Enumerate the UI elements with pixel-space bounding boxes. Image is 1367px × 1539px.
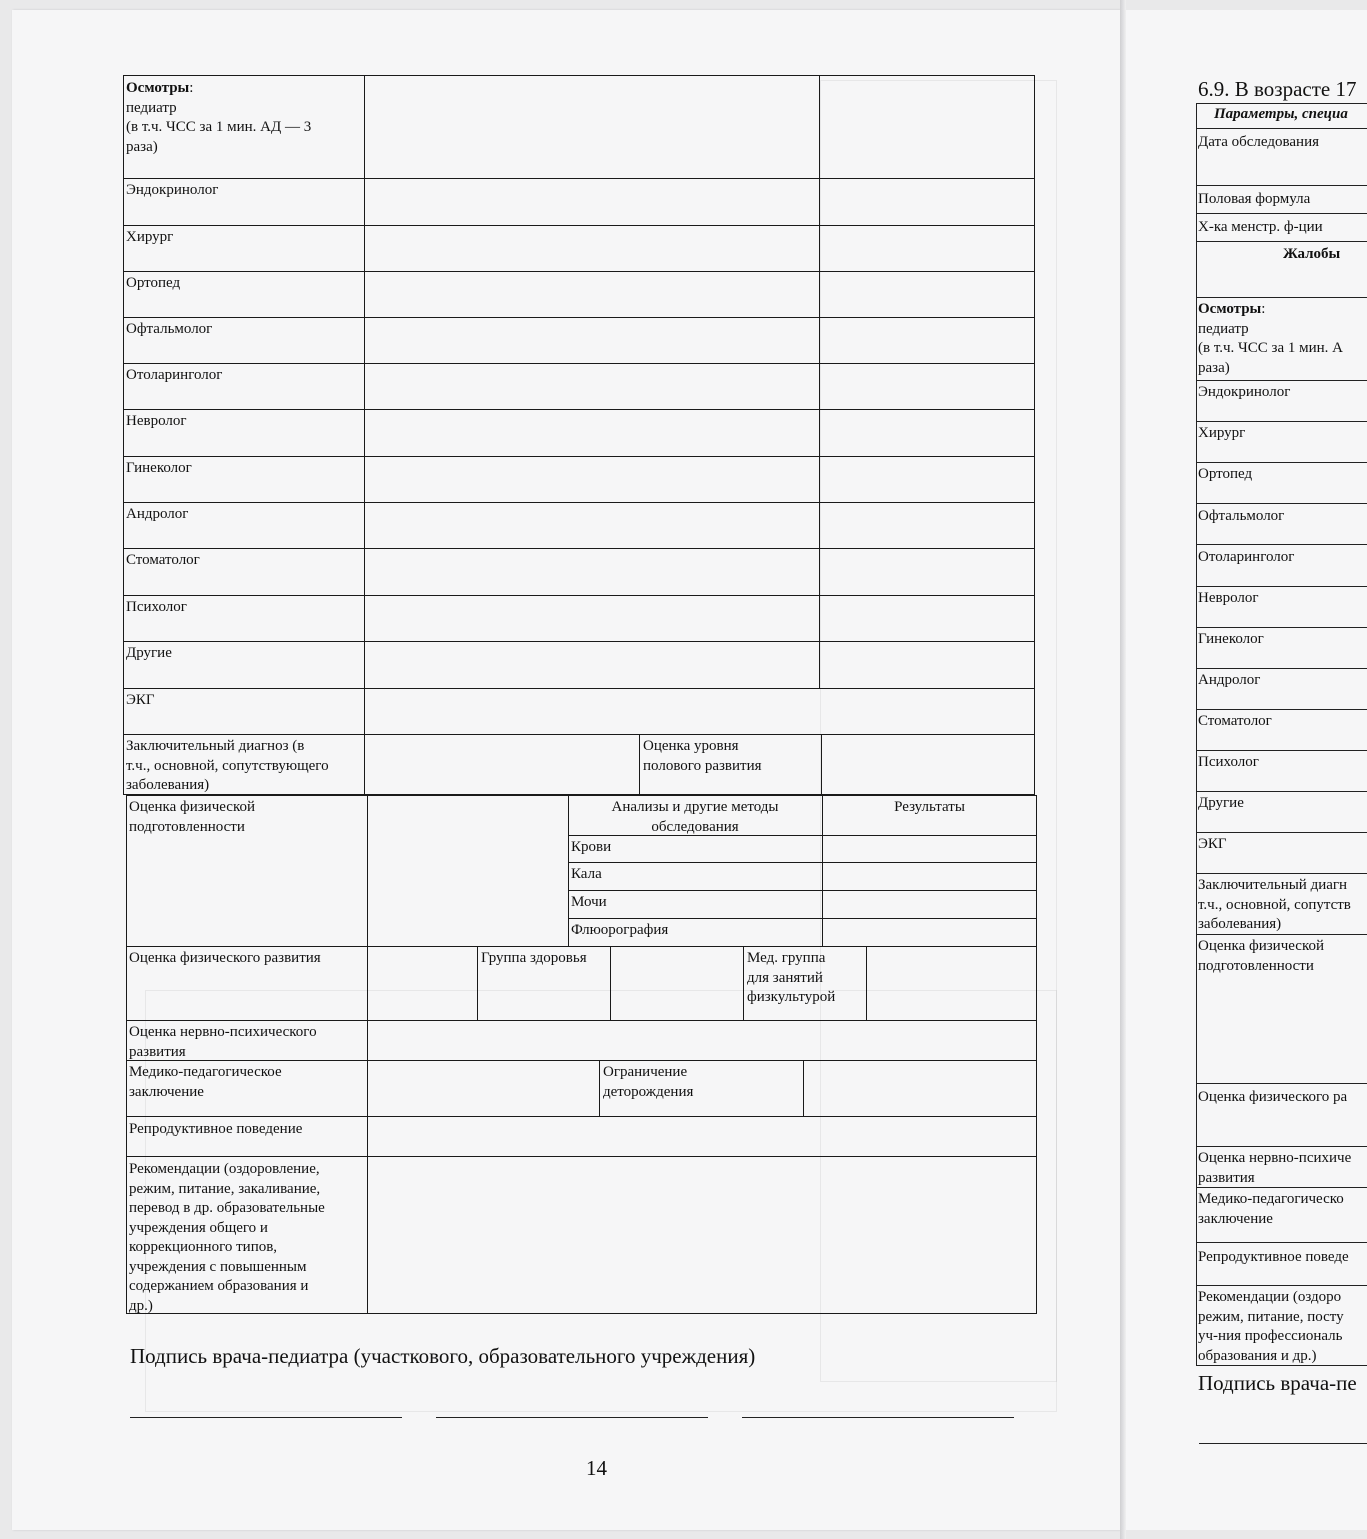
- ecg-label: ЭКГ: [126, 692, 155, 708]
- row-divider: [1196, 832, 1367, 833]
- neuro-psych-label: Оценка нервно-психиче развития: [1198, 1150, 1352, 1186]
- row-divider: [123, 456, 1035, 457]
- specialist-label: Офтальмолог: [1198, 508, 1285, 524]
- row-divider: [126, 1020, 1037, 1021]
- specialist-label: Невролог: [1198, 590, 1259, 606]
- row-divider: [1196, 627, 1367, 628]
- specialist-label: Отоларинголог: [126, 367, 223, 383]
- page-number: 14: [586, 1456, 607, 1480]
- signature-label: Подпись врача-педиатра (участкового, образовательного учреждения): [130, 1344, 756, 1368]
- row-divider: [126, 946, 1037, 947]
- row-divider: [568, 862, 1037, 863]
- row-divider: [123, 688, 1035, 689]
- sex-formula-label: Половая формула: [1198, 191, 1311, 207]
- row-divider: [1196, 297, 1367, 298]
- signature-label: Подпись врача-пе: [1198, 1371, 1357, 1395]
- childbearing-label: Ограничение деторождения: [603, 1064, 694, 1100]
- row-divider: [126, 1156, 1037, 1157]
- row-divider: [1196, 1083, 1367, 1084]
- col-divider: [743, 946, 744, 1020]
- ecg-label: ЭКГ: [1198, 836, 1227, 852]
- final-diagnosis-label: Заключительный диагн т.ч., основной, сопутств заболевания): [1198, 877, 1351, 932]
- exam-pediatrician-label: Осмотры: педиатр (в т.ч. ЧСС за 1 мин. А раза): [1198, 301, 1344, 376]
- row-divider: [1196, 380, 1367, 381]
- col-divider: [819, 75, 820, 689]
- physical-fitness-label: Оценка физической подготовленности: [1198, 938, 1324, 974]
- specialist-label: Отоларинголог: [1198, 549, 1295, 565]
- row-divider: [123, 225, 1035, 226]
- physical-fitness-label: Оценка физической подготовленности: [129, 799, 255, 835]
- exam-date-label: Дата обследования: [1198, 134, 1320, 150]
- med-group-label: Мед. группа для занятий физкультурой: [747, 950, 836, 1005]
- specialist-label: Психолог: [1198, 754, 1259, 770]
- row-divider: [1196, 709, 1367, 710]
- row-divider: [123, 317, 1035, 318]
- specialist-label: Хирург: [126, 229, 174, 245]
- specialist-label: Андролог: [126, 506, 189, 522]
- specialist-label: Андролог: [1198, 672, 1261, 688]
- specialist-label: Ортопед: [1198, 466, 1253, 482]
- row-divider: [1196, 503, 1367, 504]
- row-divider: [1196, 750, 1367, 751]
- specialist-label: Гинеколог: [126, 460, 192, 476]
- exam-pediatrician-label: Осмотры: педиатр (в т.ч. ЧСС за 1 мин. АД — 3 раза): [126, 80, 312, 155]
- row-divider: [123, 271, 1035, 272]
- row-divider: [126, 1116, 1037, 1117]
- specialist-label: Эндокринолог: [126, 182, 219, 198]
- medped-label: Медико-педагогическое заключение: [129, 1064, 282, 1100]
- specialist-label: Эндокринолог: [1198, 384, 1291, 400]
- row-divider: [123, 178, 1035, 179]
- specialist-label: Другие: [1198, 795, 1244, 811]
- section-heading: 6.9. В возрасте 17: [1198, 77, 1357, 101]
- col-divider: [821, 734, 822, 795]
- col-divider: [803, 1060, 804, 1116]
- analyses-header: Анализы и другие методы обследования: [611, 799, 779, 835]
- col-divider: [639, 734, 640, 795]
- analysis-stool: Кала: [571, 866, 602, 882]
- specialist-label: Стоматолог: [1198, 713, 1272, 729]
- row-divider: [1196, 873, 1367, 874]
- specialist-label: Другие: [126, 645, 172, 661]
- row-divider: [1196, 668, 1367, 669]
- physical-development-label: Оценка физического ра: [1198, 1089, 1348, 1105]
- signature-line: [436, 1417, 708, 1418]
- row-divider: [568, 890, 1037, 891]
- row-divider: [123, 595, 1035, 596]
- col-divider: [822, 795, 823, 946]
- specialist-label: Невролог: [126, 413, 187, 429]
- row-divider: [1196, 103, 1367, 104]
- final-diagnosis-label: Заключительный диагноз (в т.ч., основной, сопутствующего заболевания): [126, 738, 329, 793]
- row-divider: [1196, 128, 1367, 129]
- row-divider: [1196, 185, 1367, 186]
- signature-line: [130, 1417, 402, 1418]
- specialist-label: Офтальмолог: [126, 321, 213, 337]
- row-divider: [1196, 544, 1367, 545]
- row-divider: [1196, 1146, 1367, 1147]
- row-divider: [123, 502, 1035, 503]
- row-divider: [1196, 791, 1367, 792]
- exam-table-border: [123, 75, 1035, 795]
- reproductive-label: Репродуктивное поведение: [129, 1121, 303, 1137]
- row-divider: [1196, 421, 1367, 422]
- row-divider: [123, 548, 1035, 549]
- col-divider: [367, 795, 368, 1314]
- signature-line: [1199, 1443, 1367, 1444]
- specialist-label: Гинеколог: [1198, 631, 1264, 647]
- analysis-urine: Мочи: [571, 894, 607, 910]
- row-divider: [123, 641, 1035, 642]
- recommendations-label: Рекомендации (оздоровление, режим, питание, закаливание, перевод в др. образовательные учреждения общего и коррекционного типов, учреждения с повышенным содержанием образования и др.): [129, 1161, 325, 1314]
- row-divider: [1196, 934, 1367, 935]
- params-header: Параметры, специа: [1214, 106, 1348, 122]
- analysis-fluorography: Флюорография: [571, 922, 669, 938]
- physical-development-label: Оценка физического развития: [129, 950, 321, 966]
- row-divider: [123, 734, 1035, 735]
- row-divider: [1196, 1365, 1367, 1366]
- specialist-label: Психолог: [126, 599, 187, 615]
- row-divider: [1196, 213, 1367, 214]
- complaints-label: Жалобы: [1283, 246, 1341, 262]
- recommendations-label: Рекомендации (оздоро режим, питание, посту уч-ния профессиональ образования и др.): [1198, 1289, 1344, 1364]
- row-divider: [1196, 586, 1367, 587]
- menstrual-label: Х-ка менстр. ф-ции: [1198, 219, 1323, 235]
- reproductive-label: Репродуктивное поведе: [1198, 1249, 1349, 1265]
- results-header: Результаты: [894, 799, 965, 815]
- col-divider: [364, 75, 365, 795]
- col-divider: [477, 946, 478, 1020]
- neuro-psych-label: Оценка нервно-психического развития: [129, 1024, 317, 1060]
- health-group-label: Группа здоровья: [481, 950, 587, 966]
- specialist-label: Хирург: [1198, 425, 1246, 441]
- row-divider: [1196, 462, 1367, 463]
- specialist-label: Стоматолог: [126, 552, 200, 568]
- row-divider: [1196, 1242, 1367, 1243]
- row-divider: [568, 918, 1037, 919]
- row-divider: [123, 409, 1035, 410]
- analysis-blood: Крови: [571, 839, 612, 855]
- col-divider: [610, 946, 611, 1020]
- medped-label: Медико-педагогическо заключение: [1198, 1191, 1344, 1227]
- sexual-development-label: Оценка уровня полового развития: [643, 738, 762, 774]
- row-divider: [1196, 241, 1367, 242]
- col-divider: [866, 946, 867, 1020]
- signature-line: [742, 1417, 1014, 1418]
- col-divider: [599, 1060, 600, 1116]
- row-divider: [123, 363, 1035, 364]
- row-divider: [1196, 1187, 1367, 1188]
- specialist-label: Ортопед: [126, 275, 181, 291]
- row-divider: [1196, 1285, 1367, 1286]
